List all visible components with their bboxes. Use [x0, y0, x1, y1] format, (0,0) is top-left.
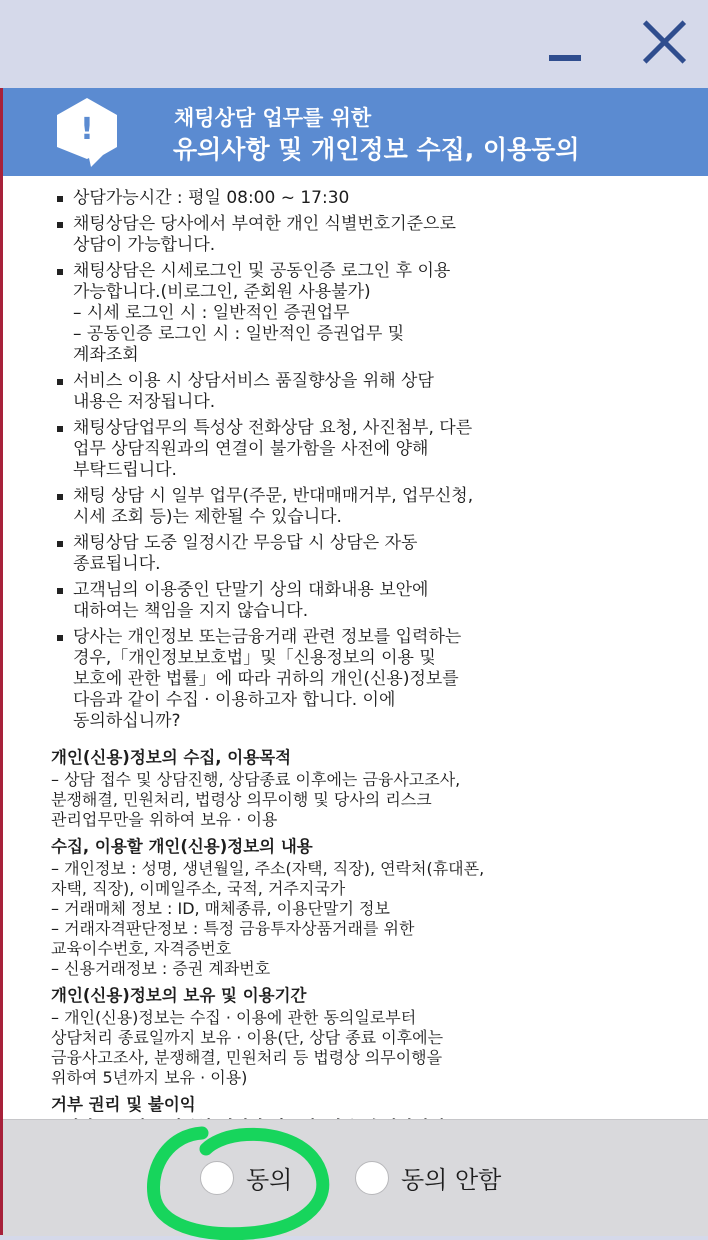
section-title-items: 수집, 이용할 개인(신용)정보의 내용: [51, 837, 313, 856]
agree-radio[interactable]: [200, 1161, 234, 1195]
notice-list: [51, 188, 671, 732]
consent-content: [51, 188, 671, 1157]
notice-item: 서비스 이용 시 상담서비스 품질향상을 위해 상담 내용은 저장됩니다.: [51, 371, 671, 413]
section-line: – 거래자격판단정보 : 특정 금융투자상품거래를 위한 교육이수번호, 자격증번호: [51, 919, 415, 958]
notice-item: 당사는 개인정보 또는금융거래 관련 정보를 입력하는 경우,「개인정보보호법」및「신용정보의 이용 및 보호에 관한 법률」에 따라 귀하의 개인(신용)정보를 다음과 같이 수집 · 이용하고자 합니다. 이에 동의하십니까?: [51, 627, 671, 732]
notice-item: 상담가능시간 : 평일 08:00 ~ 17:30: [51, 188, 671, 209]
section-title-refusal: 거부 권리 및 불이익: [51, 1095, 196, 1114]
agree-label[interactable]: 동의: [246, 1166, 293, 1194]
disagree-label[interactable]: 동의 안함: [401, 1166, 502, 1194]
notice-item: 고객님의 이용중인 단말기 상의 대화내용 보안에 대하여는 책임을 지지 않습니다.: [51, 580, 671, 622]
consent-dialog: [0, 88, 708, 1235]
notice-item: 채팅상담 도중 일정시간 무응답 시 상담은 자동 종료됩니다.: [51, 533, 671, 575]
section-line: – 개인정보 : 성명, 생년월일, 주소(자택, 직장), 연락처(휴대폰, 자택, 직장), 이메일주소, 국적, 거주지국가: [51, 859, 485, 898]
section-line: – 거래매체 정보 : ID, 매체종류, 이용단말기 정보: [51, 899, 390, 918]
section-line: – 상담 접수 및 상담진행, 상담종료 이후에는 금융사고조사, 분쟁해결, 민원처리, 법령상 의무이행 및 당사의 리스크 관리업무만을 위하여 보유 · 이용: [51, 770, 461, 829]
minimize-icon[interactable]: [549, 55, 581, 61]
notice-item: 채팅상담은 시세로그인 및 공동인증 로그인 후 이용 가능합니다.(비로그인, 준회원 사용불가) – 시세 로그인 시 : 일반적인 증권업무 – 공동인증 로그인 시 : 일반적인 증권업무 및 계좌조회: [51, 261, 671, 366]
dialog-title-line2: 유의사항 및 개인정보 수집, 이용동의: [173, 135, 580, 164]
notice-item: 채팅상담업무의 특성상 전화상담 요청, 사진첨부, 다른 업무 상담직원과의 연결이 불가함을 사전에 양해 부탁드립니다.: [51, 418, 671, 481]
window-titlebar: [0, 0, 708, 88]
agree-option[interactable]: [200, 1160, 292, 1195]
close-icon[interactable]: [640, 18, 688, 66]
dialog-header: [3, 88, 708, 176]
notice-glyph: !: [80, 112, 94, 147]
section-line: – 개인(신용)정보는 수집 · 이용에 관한 동의일로부터 상담처리 종료일까지 보유 · 이용(단, 상담 종료 이후에는 금융사고조사, 분쟁해결, 민원처리 등 법령상 의무이행을 위하여 5년까지 보유 · 이용): [51, 1008, 444, 1087]
section-title-purpose: 개인(신용)정보의 수집, 이용목적: [51, 748, 292, 767]
disagree-radio[interactable]: [355, 1161, 389, 1195]
consent-footer: [3, 1119, 708, 1236]
section-title-retention: 개인(신용)정보의 보유 및 이용기간: [51, 986, 307, 1005]
notice-item: 채팅상담은 당사에서 부여한 개인 식별번호기준으로 상담이 가능합니다.: [51, 214, 671, 256]
notice-bubble-icon: [53, 95, 121, 169]
section-line: – 신용거래정보 : 증권 계좌번호: [51, 959, 271, 978]
disagree-option[interactable]: [355, 1160, 501, 1195]
notice-item: 채팅 상담 시 일부 업무(주문, 반대매매거부, 업무신청, 시세 조회 등)는 제한될 수 있습니다.: [51, 486, 671, 528]
dialog-title-line1: 채팅상담 업무를 위한: [174, 106, 372, 130]
